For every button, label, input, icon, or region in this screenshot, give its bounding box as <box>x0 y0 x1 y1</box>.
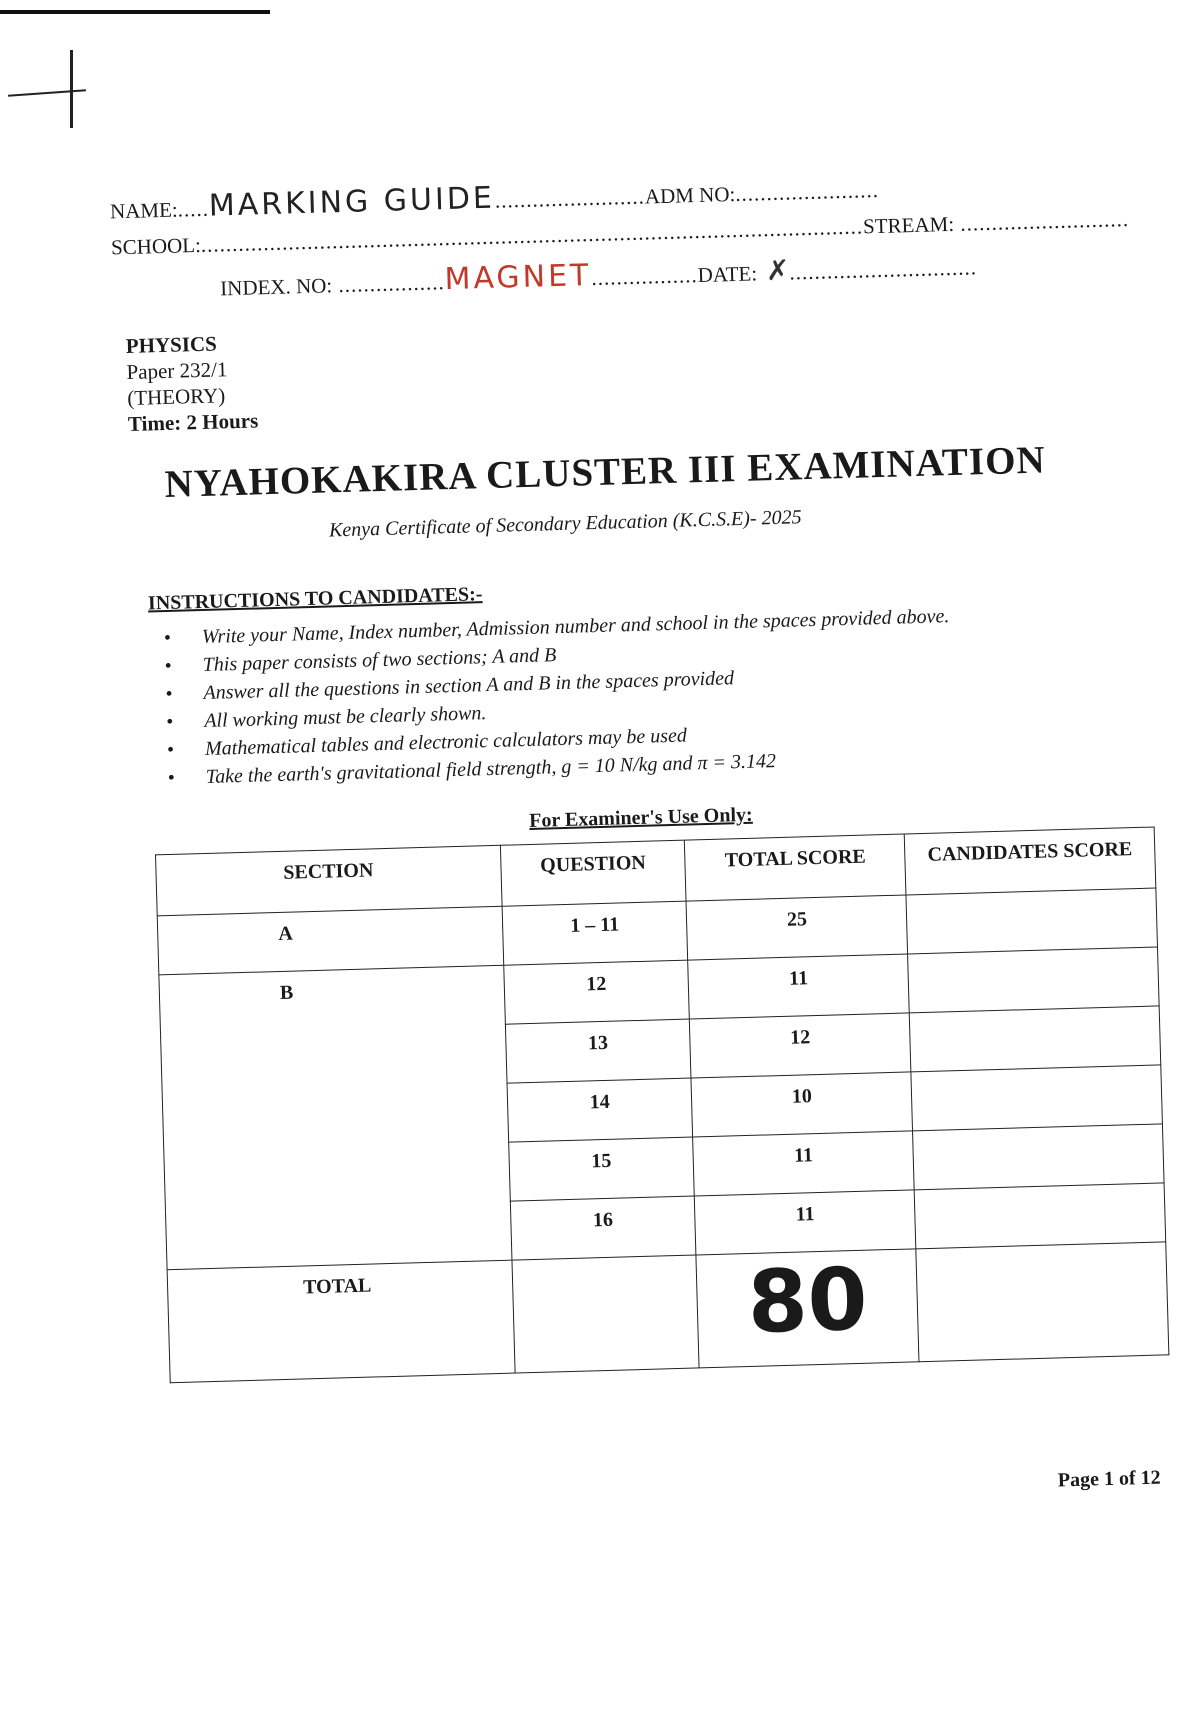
exam-title: NYAHOKAKIRA CLUSTER III EXAMINATION <box>164 438 1047 507</box>
candidate-score-cell[interactable] <box>914 1183 1165 1249</box>
total-score-cell: 11 <box>693 1131 914 1196</box>
subject-name: PHYSICS <box>125 331 218 359</box>
adm-no-label: ADM NO: <box>644 181 736 209</box>
instruction-item: • Take the earth's gravitational field strength, g = 10 N/kg and π = 3.142 <box>167 738 1087 792</box>
index-no-label: INDEX. NO: <box>219 273 333 301</box>
instruction-item: • Write your Name, Index number, Admission number and school in the spaces provided above. <box>164 598 1084 652</box>
grand-total-value: 80 <box>746 1249 869 1354</box>
total-score-cell: 25 <box>687 895 908 960</box>
stream-label: STREAM: <box>862 211 955 239</box>
exam-duration: Time: 2 Hours <box>127 408 259 437</box>
total-score-cell: 11 <box>695 1190 916 1255</box>
grand-total-cell <box>696 1249 919 1368</box>
candidate-total-cell[interactable] <box>916 1242 1169 1362</box>
section-cell: B <box>159 965 512 1270</box>
score-table <box>155 827 1169 1384</box>
subject-block <box>125 329 258 437</box>
name-label: NAME: <box>109 197 179 224</box>
examiner-use-caption: For Examiner's Use Only: <box>528 803 753 832</box>
index-handwritten-value: MAGNET <box>444 258 592 298</box>
candidate-score-cell[interactable] <box>909 1006 1160 1072</box>
school-label: SCHOOL: <box>110 232 202 260</box>
candidate-score-cell[interactable] <box>908 947 1159 1013</box>
total-label-cell: TOTAL <box>167 1260 515 1383</box>
candidate-score-cell[interactable] <box>911 1065 1162 1131</box>
total-score-cell: 10 <box>691 1072 912 1137</box>
school-field-row: SCHOOL:..........................................................................................................STREAM: ........................... <box>110 206 1130 260</box>
section-cell: A <box>157 906 503 975</box>
instruction-item: • This paper consists of two sections; A and B <box>164 626 1084 680</box>
question-cell: 1 – 11 <box>502 901 688 965</box>
question-cell: 14 <box>507 1078 693 1142</box>
header-candidates-score: CANDIDATES SCORE <box>904 827 1155 895</box>
instruction-item: • All working must be clearly shown. <box>166 682 1086 736</box>
total-score-cell: 12 <box>690 1013 911 1078</box>
header-section: SECTION <box>156 845 502 916</box>
header-total-score: TOTAL SCORE <box>685 834 906 901</box>
name-field-row: NAME:.....MARKING GUIDE........................ADM NO:....................... <box>109 177 880 224</box>
index-field-row: INDEX. NO: .................MAGNET.................DATE: ✗.............................. <box>219 253 978 301</box>
instructions-heading: INSTRUCTIONS TO CANDIDATES:- <box>147 583 483 615</box>
name-handwritten-value: MARKING GUIDE <box>208 180 496 224</box>
total-score-cell: 11 <box>688 954 909 1019</box>
date-scribble: ✗ <box>756 253 790 288</box>
instruction-item: • Answer all the questions in section A and B in the spaces provided <box>165 654 1085 708</box>
paper-code: Paper 232/1 <box>126 357 228 385</box>
question-cell: 15 <box>508 1137 694 1201</box>
header-question: QUESTION <box>500 840 686 906</box>
paper-type: (THEORY) <box>126 383 226 411</box>
question-cell: 12 <box>503 960 689 1024</box>
candidate-score-cell[interactable] <box>913 1124 1164 1190</box>
exam-subtitle: Kenya Certificate of Secondary Education (K.C.S.E)- 2025 <box>328 506 802 542</box>
date-label: DATE: <box>697 261 758 288</box>
total-question-cell <box>512 1255 700 1373</box>
instructions-list <box>164 598 1088 792</box>
candidate-score-cell[interactable] <box>906 888 1157 954</box>
question-cell: 13 <box>505 1019 691 1083</box>
question-cell: 16 <box>510 1196 696 1260</box>
page-number: Page 1 of 12 <box>1057 1466 1161 1492</box>
instruction-item: • Mathematical tables and electronic calculators may be used <box>167 710 1087 764</box>
